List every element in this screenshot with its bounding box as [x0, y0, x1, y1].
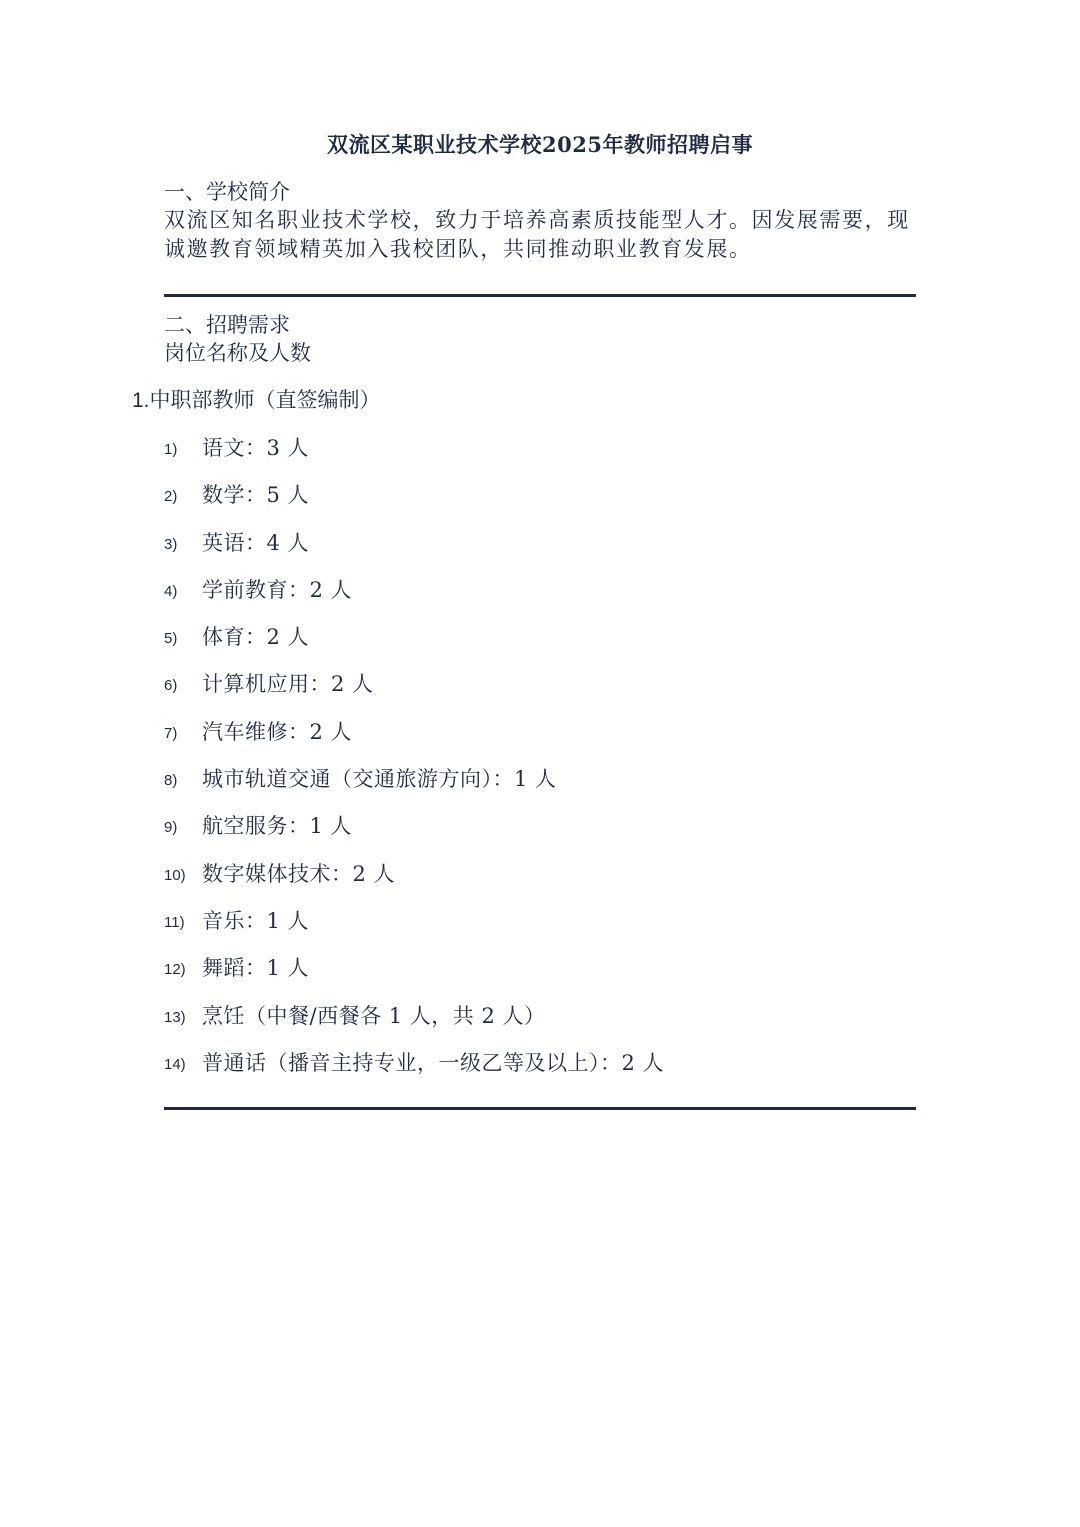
list-item-text: 语文：3 人 — [202, 436, 310, 460]
list-item-text: 城市轨道交通（交通旅游方向）：1 人 — [202, 767, 557, 792]
section-heading-school-intro: 一、学校简介 — [164, 180, 290, 204]
list-item — [164, 905, 924, 952]
list-item-number: 1) — [164, 441, 178, 458]
list-item-text: 数学：5 人 — [202, 483, 310, 508]
list-item — [164, 763, 924, 810]
list-item — [164, 574, 924, 621]
list-item — [164, 621, 924, 668]
list-item-number: 8) — [164, 772, 178, 790]
divider-line — [164, 294, 916, 297]
list-item — [164, 1047, 924, 1094]
list-item-number: 7) — [164, 724, 178, 742]
list-item-number: 10) — [164, 866, 186, 884]
list-item-text: 舞蹈：1 人 — [202, 956, 310, 981]
school-intro-paragraph: 双流区知名职业技术学校，致力于培养高素质技能型人才。因发展需要，现诚邀教育领域精英加入我校团队，共同推动职业教育发展。 — [164, 208, 910, 261]
positions-subheading: 岗位名称及人数 — [164, 341, 311, 365]
list-item — [164, 668, 924, 715]
list-item-number: 13) — [164, 1008, 186, 1026]
list-item-text: 音乐：1 人 — [202, 908, 310, 933]
list-item-number: 6) — [164, 677, 178, 695]
list-item-text: 航空服务：1 人 — [202, 814, 353, 839]
category-number: 1. — [132, 389, 150, 412]
list-item-text: 汽车维修：2 人 — [202, 719, 353, 744]
list-item — [164, 858, 924, 905]
list-item — [164, 810, 924, 857]
list-item-text: 体育：2 人 — [202, 625, 310, 650]
category-heading — [132, 386, 381, 415]
list-item-text: 数字媒体技术：2 人 — [202, 861, 396, 886]
list-item-number: 2) — [164, 488, 178, 506]
list-item-number: 3) — [164, 535, 178, 553]
list-item-number: 14) — [164, 1055, 186, 1073]
divider-line — [164, 1107, 916, 1110]
list-item — [164, 952, 924, 999]
list-item-number: 4) — [164, 582, 178, 600]
list-item-text: 烹饪（中餐/西餐各 1 人，共 2 人） — [202, 1003, 546, 1028]
list-item — [164, 1000, 924, 1047]
list-item-text: 学前教育：2 人 — [202, 577, 353, 602]
list-item-number: 12) — [164, 961, 186, 979]
list-item-number: 11) — [164, 913, 185, 931]
position-list — [164, 432, 924, 1094]
list-item-number: 9) — [164, 819, 178, 837]
list-item — [164, 432, 924, 479]
list-item-text: 普通话（播音主持专业，一级乙等及以上）：2 人 — [202, 1050, 665, 1075]
list-item — [164, 527, 924, 574]
document-title: 双流区某职业技术学校2025年教师招聘启事 — [327, 132, 753, 157]
section-heading-recruitment: 二、招聘需求 — [164, 313, 290, 337]
list-item — [164, 716, 924, 763]
list-item-text: 计算机应用：2 人 — [202, 672, 374, 697]
category-label: 中职部教师（直签编制） — [149, 388, 381, 412]
list-item — [164, 479, 924, 526]
list-item-text: 英语：4 人 — [202, 530, 310, 555]
list-item-number: 5) — [164, 630, 178, 648]
